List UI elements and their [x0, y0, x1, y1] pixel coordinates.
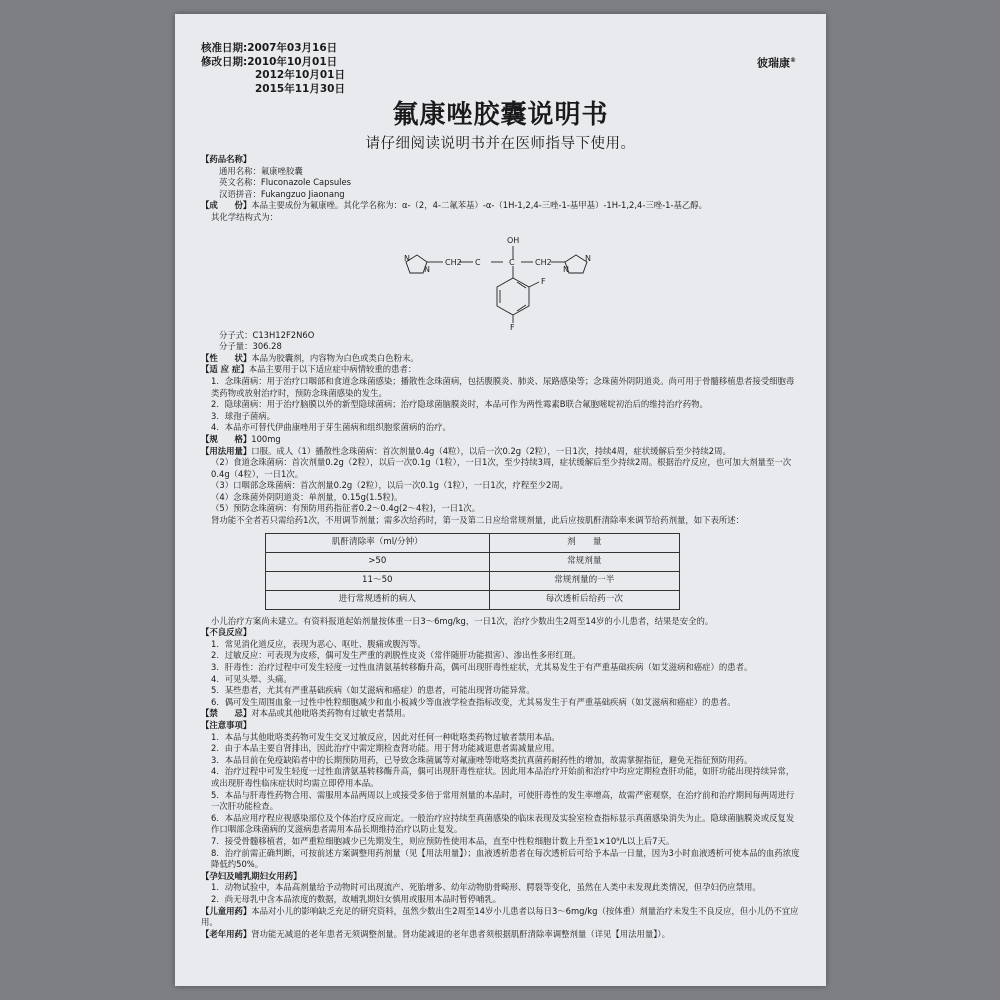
generic-name: 通用名称：氟康唑胶囊	[219, 165, 303, 176]
renal-adjustment-text: 肾功能不全者若只需给药1次，不用调节剂量；需多次给药时，第一及第二日应给常规剂量，此后应按肌酐清除率来调节给药剂量，如下表所述：	[211, 515, 744, 526]
precaution-item: 4．治疗过程中可发生轻度一过性血清氨基转移酶升高，偶可出现肝毒性症状。因此用本品治疗开始前和治疗中均应定期检查肝功能，如肝功能出现持续异常，或出现肝毒性临床症状时均需立即停用本品。	[211, 766, 795, 788]
brand-text: 彼瑞康	[757, 56, 790, 70]
atom-n: N	[585, 253, 591, 263]
section-heading-children: 【儿童用药】	[201, 905, 252, 916]
children-dosing-text: 小儿治疗方案尚未建立。有资料报道起始剂量按体重一日3～6mg/kg，一日1次，治疗少数出生2周至14岁的小儿患者，结果是安全的。	[211, 615, 714, 626]
ingredients-paragraph	[201, 200, 801, 212]
table-cell: 进行常规透析的病人	[266, 590, 490, 609]
section-heading-elderly: 【老年用药】	[201, 928, 252, 939]
section-heading-adverse: 【不良反应】	[201, 627, 252, 638]
table-cell: 常规剂量的一半	[489, 571, 679, 590]
table-header-cell: 剂 量	[489, 533, 679, 552]
brand-name	[757, 54, 796, 70]
document-title: 氟康唑胶囊说明书	[392, 100, 609, 130]
table-cell: 常规剂量	[489, 552, 679, 571]
table-cell: >50	[266, 552, 490, 571]
ingredients-text: 本品主要成份为氟康唑。其化学名称为：α-（2，4-二氟苯基）-α-（1H-1,2,4-三唑-1-基甲基）-1H-1,2,4-三唑-1-基乙醇。	[251, 200, 708, 211]
adverse-item: 5．某些患者，尤其有严重基础疾病（如艾滋病和癌症）的患者，可能出现肾功能异常。	[211, 685, 535, 696]
leaflet-page	[175, 14, 826, 986]
section-heading-indications: 【适 应 症】	[201, 364, 249, 375]
table-row	[266, 552, 680, 571]
elderly-paragraph	[201, 929, 801, 941]
section-heading-usage: 【用法用量】	[201, 445, 252, 456]
date-value: 2010年10月01日	[247, 55, 338, 68]
section-heading-contra: 【禁 忌】	[201, 708, 252, 719]
renal-dose-table	[265, 533, 680, 610]
spec-text: 100mg	[251, 433, 281, 444]
indication-item: 1．念珠菌病：用于治疗口咽部和食道念珠菌感染；播散性念珠菌病，包括腹膜炎、肺炎、尿路感染等；念珠菌外阴阴道炎。尚可用于骨髓移植患者接受细胞毒类药物或放射治疗时，预防念珠菌感染的发生。	[211, 375, 795, 398]
indications-intro: 本品主要用于以下适应症中病情较重的患者：	[248, 364, 417, 375]
chemical-structure-svg	[201, 226, 801, 330]
date-label: 修改日期:	[201, 55, 248, 68]
adverse-item: 1．常见消化道反应，表现为恶心、呕吐、腹痛或腹泻等。	[211, 638, 426, 649]
approval-dates	[201, 42, 345, 96]
elderly-text: 肾功能无减退的老年患者无须调整剂量。肾功能减退的老年患者须根据肌酐清除率调整剂量（详见【用法用量】）。	[251, 928, 670, 939]
molecular-weight: 分子量：306.28	[219, 341, 282, 352]
atom-c: C	[475, 257, 481, 267]
spec-paragraph	[201, 434, 801, 446]
table-header-row	[266, 533, 680, 552]
precaution-item: 1．本品与其他吡咯类药物可发生交叉过敏反应，因此对任何一种吡咯类药物过敏者禁用本品。	[211, 731, 560, 742]
children-paragraph	[201, 906, 801, 929]
precaution-item: 6．本品应用疗程应视感染部位及个体治疗反应而定。一般治疗应持续至真菌感染的临床表现及实验室检查指标显示真菌感染消失为止。隐球菌脑膜炎或反复发作口咽部念珠菌病的艾滋病患者需用本品长期维持治疗以防止复发。	[211, 812, 795, 835]
children-text: 本品对小儿的影响缺乏充足的研究资料，虽然少数出生2周至14岁小儿患者以每日3～6mg/kg（按体重）剂量治疗未发生不良反应，但小儿仍不宜应用。	[201, 905, 799, 928]
atom-f: F	[510, 322, 515, 330]
usage-text: 口服。成人（1）播散性念珠菌病：首次剂量0.4g（4粒），以后一次0.2g（2粒），一日1次，持续4周，症状缓解后至少持续2周。	[251, 445, 731, 456]
adverse-item: 3．肝毒性：治疗过程中可发生轻度一过性血清氨基转移酶升高，偶可出现肝毒性症状，尤其易发生于有严重基础疾病（如艾滋病和癌症）的患者。	[211, 662, 753, 673]
bond-f	[529, 282, 539, 287]
date-value: 2012年10月01日	[255, 69, 345, 82]
document-subtitle: 请仔细阅读说明书并在医师指导下使用。	[365, 136, 636, 152]
atom-f: F	[541, 276, 546, 286]
benzene-ring	[497, 278, 529, 315]
usage-paragraph	[201, 446, 801, 458]
atom-ch2-left: CH2	[445, 257, 462, 267]
atom-n: N	[404, 253, 410, 263]
section-heading-spec: 【规 格】	[201, 433, 252, 444]
table-cell: 11～50	[266, 571, 490, 590]
pinyin-name: 汉语拼音：Fukangzuo Jiaonang	[219, 188, 345, 199]
section-heading-precautions: 【注意事项】	[201, 720, 252, 730]
date-row	[201, 42, 345, 56]
english-name: 英文名称：Fluconazole Capsules	[219, 177, 351, 188]
character-paragraph	[201, 353, 801, 365]
precaution-item: 3．本品目前在免疫缺陷者中的长期预防用药，已导致念珠菌属等对氟康唑等吡咯类抗真菌药耐药性的增加，故需掌握指征，避免无指征预防用药。	[211, 754, 753, 765]
table-row	[266, 590, 680, 609]
precaution-item: 8．治疗前需正确判断，可按前述方案调整用药剂量（见【用法用量】）；血液透析患者在每次透析后可给予本品一日量，因为3小时血液透析可使本品的血药浓度降低约50%。	[211, 847, 800, 870]
table-header-cell: 肌酐清除率（ml/分钟）	[266, 533, 490, 552]
date-row	[201, 69, 345, 83]
indication-item: 3．球孢子菌病。	[211, 410, 275, 421]
table-row	[266, 571, 680, 590]
pregnancy-item: 1．动物试验中，本品高剂量给予动物时可出现流产、死胎增多、幼年动物肋骨畸形、腭裂等变化，虽然在人类中未发现此类情况，但孕妇仍应禁用。	[211, 882, 761, 893]
structure-label: 其化学结构式为：	[211, 211, 278, 222]
usage-item: （2）食道念珠菌病：首次剂量0.2g（2粒），以后一次0.1g（1粒），一日1次，至少持续3周，症状缓解后至少持续2周。根据治疗反应，也可加大剂量至一次0.4g（4粒），一日1次。	[211, 457, 792, 479]
registered-mark: ®	[790, 57, 796, 64]
adverse-item: 2．过敏反应：可表现为皮疹，偶可发生严重的剥脱性皮炎（常伴随肝功能损害）、渗出性多形红斑。	[211, 650, 581, 661]
indication-item: 4．本品亦可替代伊曲康唑用于芽生菌病和组织胞浆菌病的治疗。	[211, 422, 451, 433]
pregnancy-item: 2．尚无母乳中含本品浓度的数据，故哺乳期妇女慎用或服用本品时暂停哺乳。	[211, 893, 502, 904]
adverse-item: 6．偶可发生周围血象一过性中性粒细胞减少和血小板减少等血液学检查指标改变，尤其易发生于有严重基础疾病（如艾滋病和癌症）的患者。	[211, 696, 736, 707]
table-cell: 每次透析后给药一次	[489, 590, 679, 609]
usage-item: （5）预防念珠菌病：有预防用药指征者0.2～0.4g(2～4粒)，一日1次。	[211, 503, 481, 514]
precaution-item: 5．本品与肝毒性药物合用、需服用本品两周以上或接受多倍于常用剂量的本品时，可使肝毒性的发生率增高，故需严密观察，在治疗前和治疗期间每两周进行一次肝功能检查。	[211, 789, 795, 812]
contra-text: 对本品或其他吡咯类药物有过敏史者禁用。	[251, 708, 411, 719]
atom-n: N	[424, 264, 430, 274]
date-value: 2015年11月30日	[255, 82, 345, 95]
section-heading-drug-name: 【药品名称】	[201, 154, 252, 164]
date-label: 核准日期:	[201, 42, 248, 54]
adverse-item: 4．可见头晕、头痛。	[211, 673, 292, 684]
atom-oh: OH	[507, 235, 520, 245]
section-heading-pregnancy: 【孕妇及哺乳期妇女用药】	[201, 870, 302, 881]
character-text: 本品为胶囊剂，内容物为白色或类白色粉末。	[251, 352, 419, 363]
usage-item: （4）念珠菌外阴阴道炎：单剂量，0.15g(1.5粒)。	[211, 491, 403, 502]
precaution-item: 2．由于本品主要自肾排出，因此治疗中需定期检查肾功能。用于肾功能减退患者需减量应用。	[211, 743, 560, 754]
atom-c: C	[509, 257, 515, 267]
precaution-item: 7．接受骨髓移植者，如严重粒细胞减少已先期发生，则应预防性使用本品，直至中性粒细胞计数上升至1×10⁹/L以上后7天。	[211, 835, 675, 846]
usage-item: （3）口咽部念珠菌病：首次剂量0.2g（2粒），以后一次0.1g（1粒），一日1次，疗程至少2周。	[211, 480, 569, 491]
atom-ch2-right: CH2	[535, 257, 552, 267]
section-heading-character: 【性 状】	[201, 352, 252, 363]
contraindication-paragraph	[201, 708, 801, 720]
date-row	[201, 56, 345, 70]
molecular-formula: 分子式：C13H12F2N6O	[219, 329, 315, 340]
section-heading-ingredients: 【成 份】	[201, 200, 252, 211]
indication-item: 2．隐球菌病：用于治疗脑膜以外的新型隐球菌病；治疗隐球菌脑膜炎时，本品可作为两性霉素B联合氟胞嘧啶初治后的维持治疗药物。	[211, 399, 708, 410]
date-value: 2007年03月16日	[247, 42, 338, 54]
indications-paragraph	[201, 364, 801, 376]
leaflet-body	[201, 154, 801, 940]
chemical-structure-diagram	[201, 226, 801, 330]
atom-n: N	[563, 264, 569, 274]
